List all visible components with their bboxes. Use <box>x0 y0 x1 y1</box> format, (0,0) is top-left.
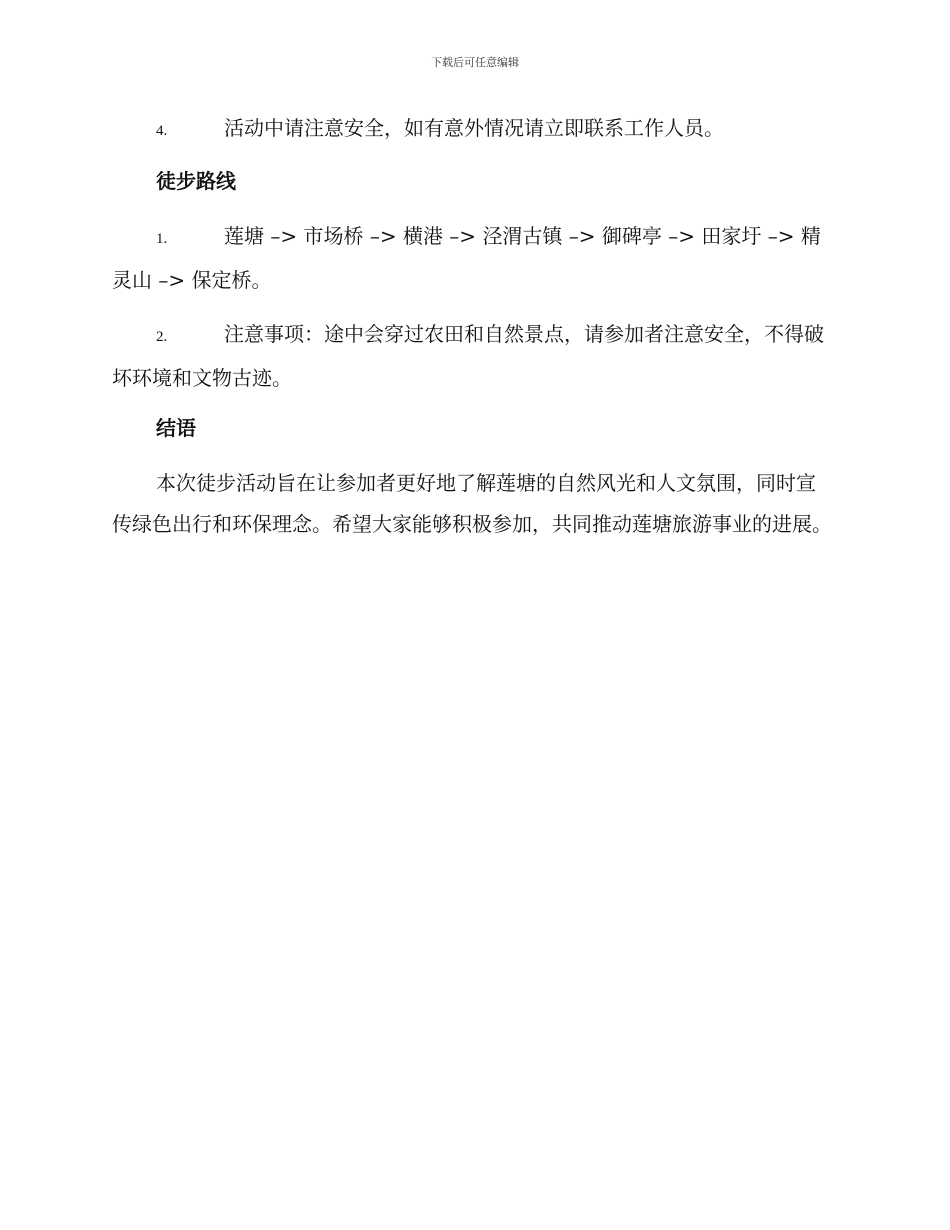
route-item-1 <box>112 216 832 301</box>
list-number: 4. <box>156 123 168 139</box>
conclusion-paragraph: 本次徒步活动旨在让参加者更好地了解莲塘的自然风光和人文氛围，同时宣传绿色出行和环保理念。希望大家能够积极参加，共同推动莲塘旅游事业的进展。 <box>112 471 832 536</box>
route-item-2 <box>112 314 832 399</box>
list-text: 莲塘 –> 市场桥 –> 横港 –> 泾渭古镇 –> 御碑亭 –> 田家圩 –> 精灵山 –> 保定桥。 <box>112 224 821 292</box>
document-body <box>112 108 832 545</box>
list-text: 活动中请注意安全，如有意外情况请立即联系工作人员。 <box>224 116 724 140</box>
list-number: 2. <box>156 329 168 345</box>
page-header: 下载后可任意编辑 <box>431 56 519 69</box>
note-item-4 <box>112 108 832 152</box>
list-number: 1. <box>156 231 168 247</box>
list-text: 注意事项：途中会穿过农田和自然景点，请参加者注意安全，不得破坏环境和文物古迹。 <box>112 322 824 390</box>
section-heading-conclusion: 结语 <box>156 416 196 440</box>
section-heading-route: 徒步路线 <box>156 169 236 193</box>
